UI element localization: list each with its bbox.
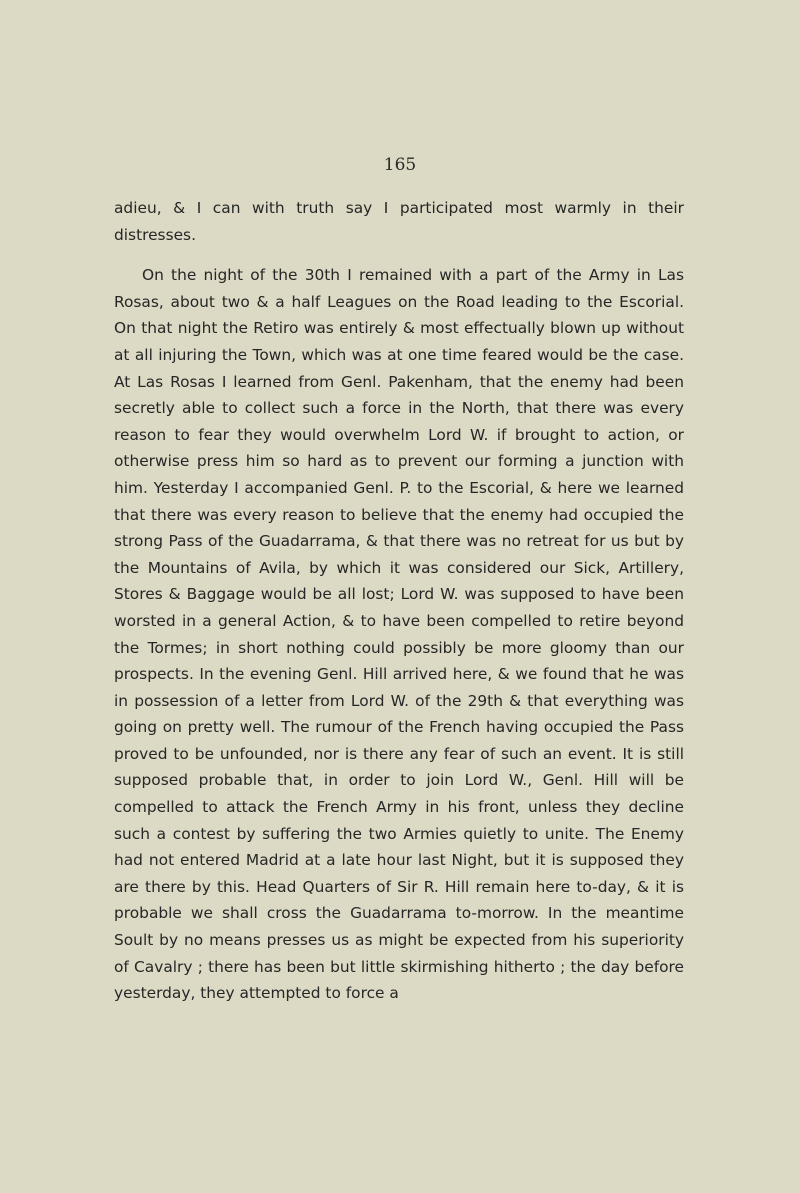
page-number: 165 (383, 155, 417, 175)
body-text (114, 195, 684, 1007)
paragraph-main: On the night of the 30th I remained with a part of the Army in Las Rosas, about two & a half Leagues on the Road leading to the Escorial. On that night the Retiro was entirely & most effectually blown up without at all injuring the Town, which was at one time feared would be the case. At Las Rosas I learned from Genl. Pakenham, that the enemy had been secretly able to collect such a force in the North, that there was every reason to fear they would overwhelm Lord W. if brought to action, or otherwise press him so hard as to prevent our forming a junction with him. Yesterday I accompanied Genl. P. to the Escorial, & here we learned that there was every reason to believe that the enemy had occupied the strong Pass of the Guadarrama, & that there was no retreat for us but by the Mountains of Avila, by which it was considered our Sick, Artillery, Stores & Baggage would be all lost; Lord W. was supposed to have been worsted in a general Action, & to have been compelled to retire beyond the Tormes; in short nothing could possibly be more gloomy than our prospects. In the evening Genl. Hill arrived here, & we found that he was in possession of a letter from Lord W. of the 29th & that everything was going on pretty well. The rumour of the French having occupied the Pass proved to be unfounded, nor is there any fear of such an event. It is still supposed probable that, in order to join Lord W., Genl. Hill will be compelled to attack the French Army in his front, unless they decline such a contest by suffering the two Armies quietly to unite. The Enemy had not entered Madrid at a late hour last Night, but it is supposed they are there by this. Head Quarters of Sir R. Hill remain here to-day, & it is probable we shall cross the Guadarrama to-morrow. In the meantime Soult by no means presses us as might be expected from his superiority of Cavalry ; there has been but little skirmishing hitherto ; the day before yesterday, they attempted to force a (114, 266, 684, 1003)
paragraph-continuation: adieu, & I can with truth say I participated most warmly in their distresses. (114, 199, 684, 244)
